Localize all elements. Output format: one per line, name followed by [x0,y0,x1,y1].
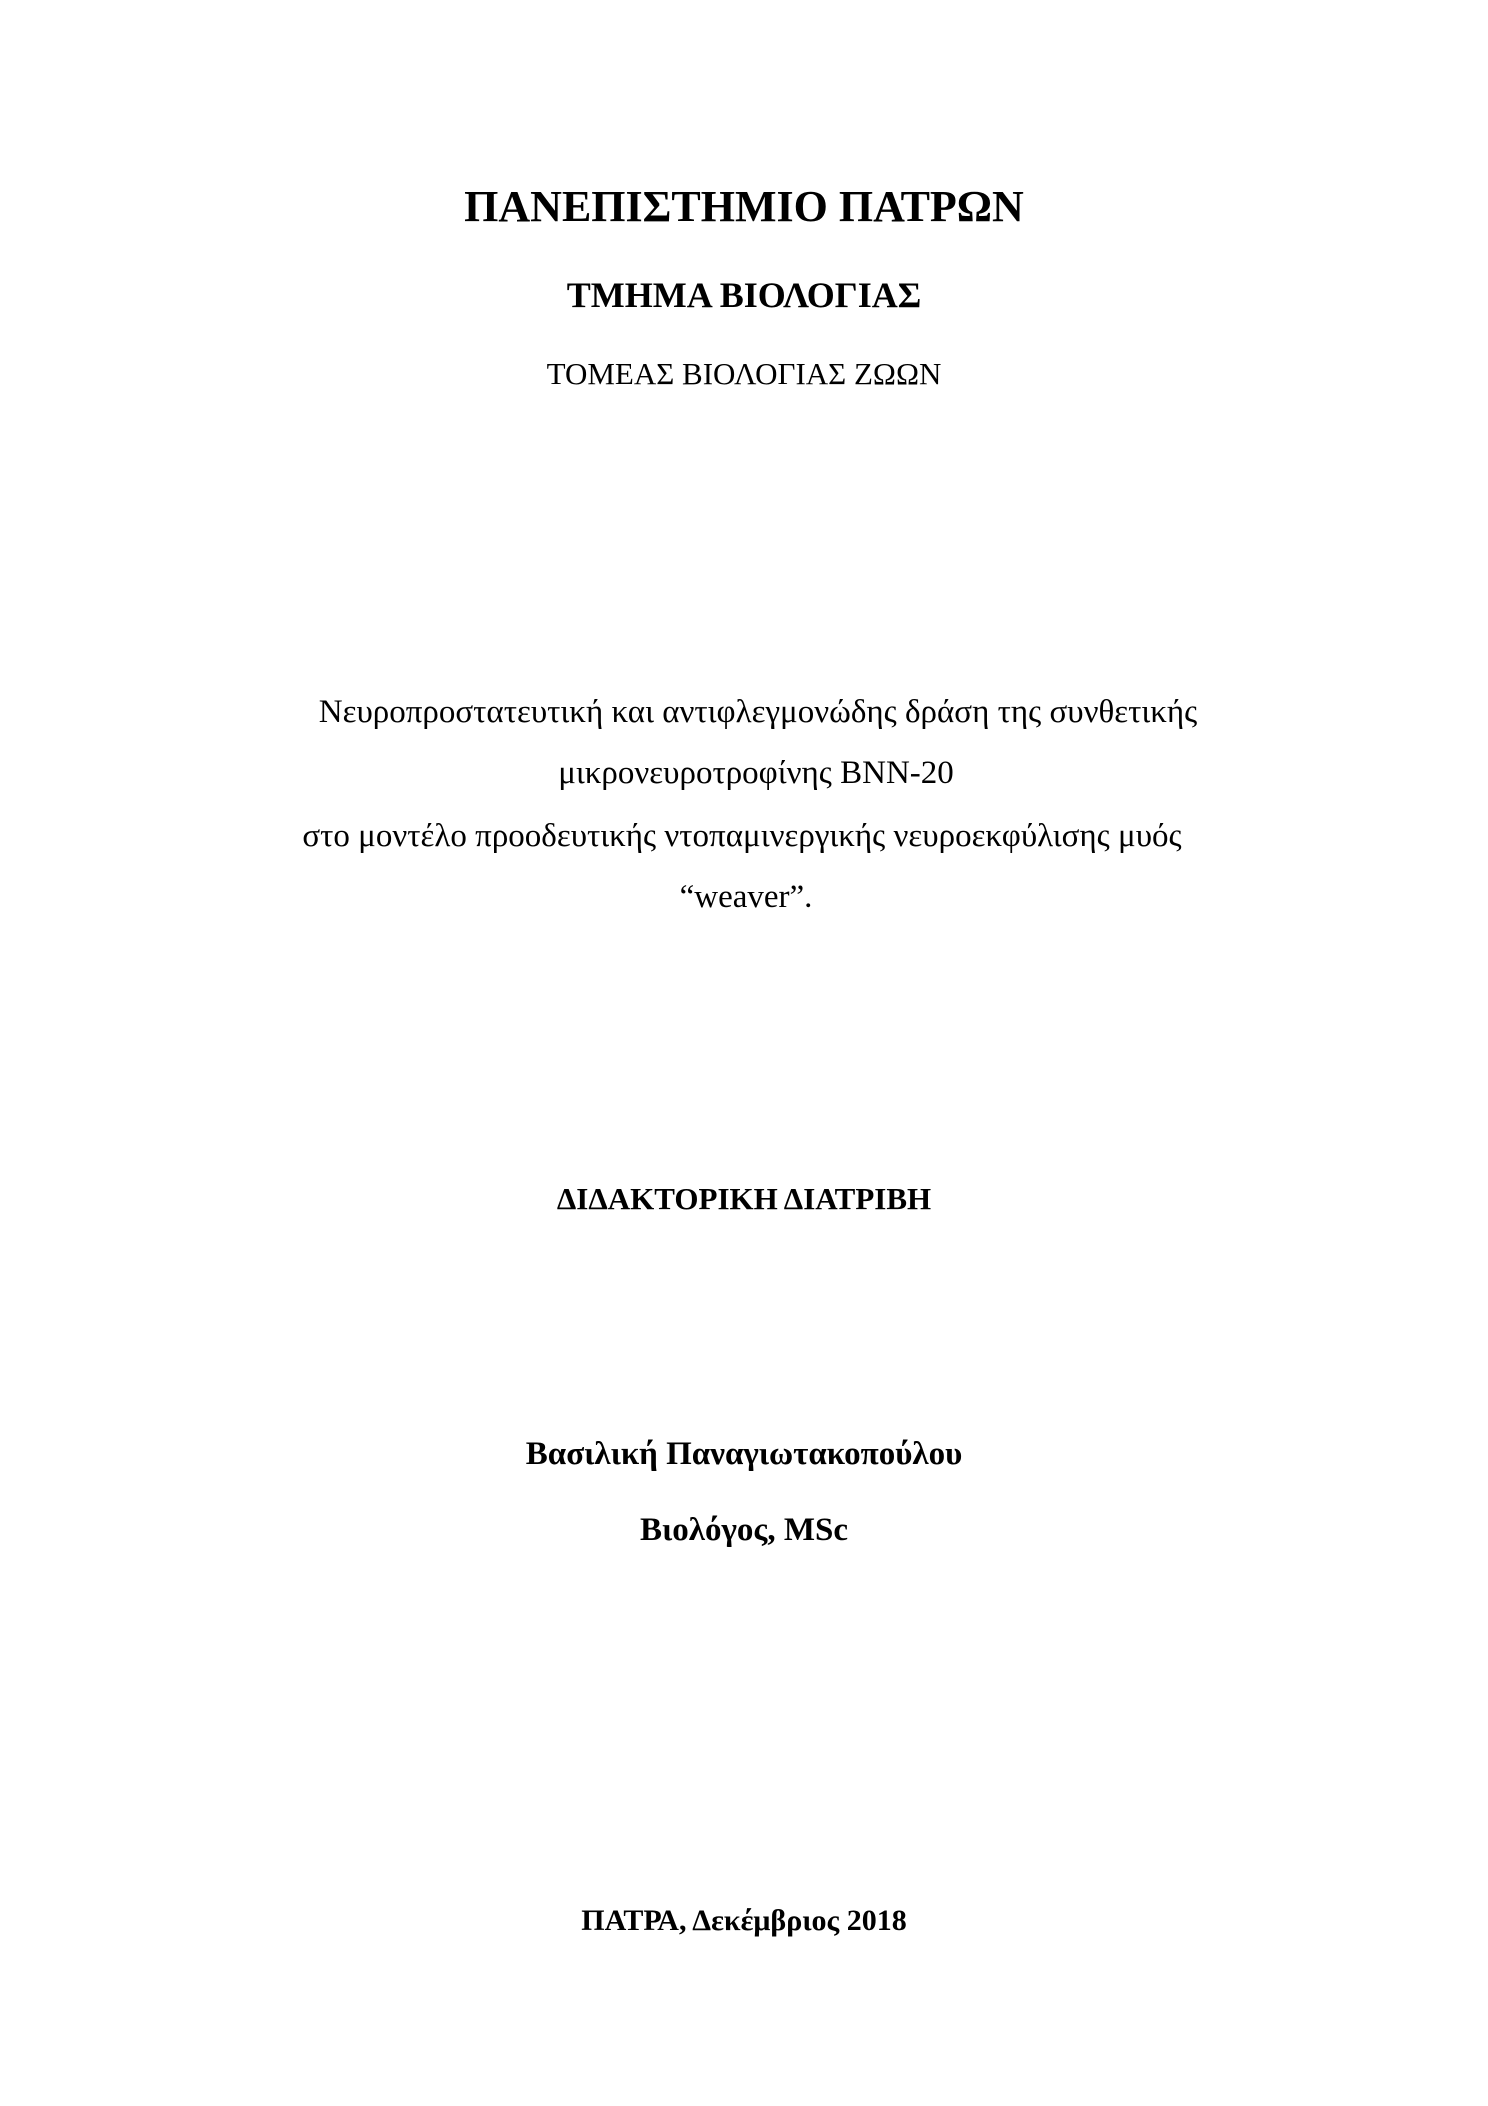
department-name: ΤΜΗΜΑ ΒΙΟΛΟΓΙΑΣ [566,275,922,315]
thesis-title-line-4: “weaver”. [679,879,813,915]
thesis-title-line-2: μικρονευροτροφίνης BNN-20 [558,755,954,791]
thesis-title-line-1: Νευροπροστατευτική και αντιφλεγμονώδης δράση της συνθετικής [318,694,1198,730]
place-date: ΠΑΤΡΑ, Δεκέμβριος 2018 [581,1904,907,1937]
thesis-type: ΔΙΔΑΚΤΟΡΙΚΗ ΔΙΑΤΡΙΒΗ [556,1181,932,1216]
thesis-title-line-3: στο μοντέλο προοδευτικής ντοπαμινεργικής νευροεκφύλισης μυός [302,818,1182,854]
author-name: Βασιλική Παναγιωτακοπούλου [525,1436,963,1472]
university-name: ΠΑΝΕΠΙΣΤΗΜΙΟ ΠΑΤΡΩΝ [464,182,1024,231]
author-title: Βιολόγος, MSc [640,1512,848,1548]
sector-name: ΤΟΜΕΑΣ ΒΙΟΛΟΓΙΑΣ ΖΩΩΝ [546,356,942,391]
